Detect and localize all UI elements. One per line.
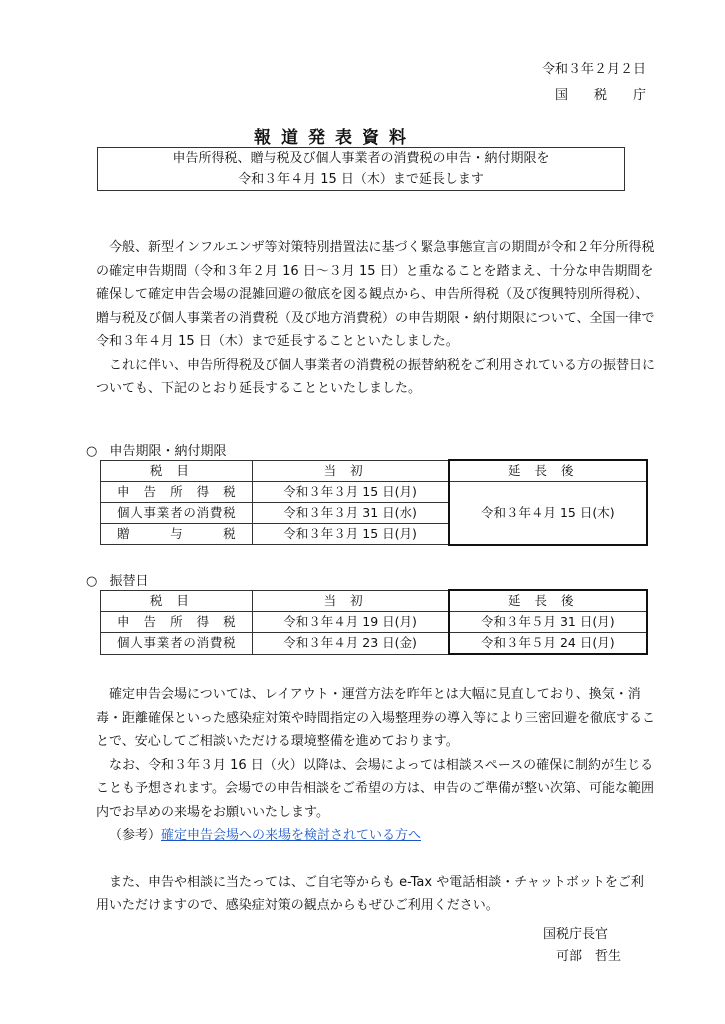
col-header-extended: 延長後 xyxy=(449,460,647,482)
col-header-original: 当初 xyxy=(252,590,448,612)
table-row-tax: 申告所得税 xyxy=(101,612,253,633)
agency-name: 国 税 庁 xyxy=(554,88,646,103)
body-section xyxy=(96,683,656,918)
reference-label: （参考） xyxy=(109,828,162,843)
col-header-tax: 税目 xyxy=(101,590,253,612)
reference-link[interactable]: 確定申告会場への来場を検討されている方へ xyxy=(161,828,422,843)
table-row-tax: 申告所得税 xyxy=(101,482,253,503)
circle-bullet-icon: ○ xyxy=(86,444,98,459)
signature-title: 国税庁長官 xyxy=(543,927,609,942)
table-row-extended: 令和３年５月 24 日(月) xyxy=(449,633,647,655)
section1-heading-text: 申告期限・納付期限 xyxy=(109,444,227,459)
table-row-original: 令和３年４月 23 日(金) xyxy=(252,633,448,655)
intro-paragraph-2: これに伴い、申告所得税及び個人事業者の消費税の振替納税をご利用されている方の振替日についても、下記のとおり延長することといたしました。 xyxy=(96,357,656,396)
circle-bullet-icon: ○ xyxy=(86,574,98,589)
table-row-original: 令和３年４月 19 日(月) xyxy=(252,612,448,633)
col-header-extended: 延長後 xyxy=(449,590,647,612)
table-row-tax: 個人事業者の消費税 xyxy=(101,633,253,655)
table-row-original: 令和３年３月 31 日(水) xyxy=(252,503,448,524)
table-row-extended: 令和３年５月 31 日(月) xyxy=(449,612,647,633)
section1-heading xyxy=(86,440,227,459)
section2-heading xyxy=(86,570,149,589)
extended-date-cell: 令和３年４月 15 日(木) xyxy=(449,482,647,545)
transfer-date-table xyxy=(100,589,648,655)
table-row-tax: 贈与税 xyxy=(101,524,253,545)
section2-heading-text: 振替日 xyxy=(109,574,149,589)
deadline-table xyxy=(100,459,648,546)
headline-line-1: 申告所得税、贈与税及び個人事業者の消費税の申告・納付期限を xyxy=(172,151,550,166)
col-header-original: 当初 xyxy=(252,460,448,482)
document-title: 報道発表資料 xyxy=(254,128,416,148)
headline-box xyxy=(97,147,625,191)
col-header-tax: 税目 xyxy=(101,460,253,482)
table-row-tax: 個人事業者の消費税 xyxy=(101,503,253,524)
reference-line xyxy=(96,824,656,848)
intro-section xyxy=(96,236,656,401)
release-date: 令和３年２月２日 xyxy=(541,62,646,77)
body-paragraph-venue: 確定申告会場については、レイアウト・運営方法を昨年とは大幅に見直しており、換気・消毒・距離確保といった感染症対策や時間指定の入場整理券の導入等により三密回避を徹底することで、安心してご相談いただける環境整備を進めております。 xyxy=(96,687,656,749)
body-paragraph-etax: また、申告や相談に当たっては、ご自宅等からも e-Tax や電話相談・チャットボットをご利用いただけますので、感染症対策の観点からもぜひご利用ください。 xyxy=(96,874,644,913)
signature-name: 可部 哲生 xyxy=(556,949,622,964)
body-paragraph-notice: なお、令和３年３月 16 日（火）以降は、会場によっては相談スペースの確保に制約が生じることも予想されます。会場での申告相談をご希望の方は、申告のご準備が整い次第、可能な範囲内でお早めの来場をお願いいたします。 xyxy=(96,757,654,820)
table-row-original: 令和３年３月 15 日(月) xyxy=(252,524,448,545)
headline-line-2: 令和３年４月 15 日（木）まで延長します xyxy=(238,172,484,187)
intro-paragraph-1: 今般、新型インフルエンザ等対策特別措置法に基づく緊急事態宣言の期間が令和２年分所得税の確定申告期間（令和３年２月 16 日～３月 15 日）と重なることを踏まえ、十分な申告期間を確保して確定申告会場の混雑回避の徹底を図る観点から、申告所得税（及び復興特別所得税）、贈与税及び個人事業者の消費税（及び地方消費税）の申告期限・納付期限について、全国一律で令和３年４月 15 日（木）まで延長することといたしました。 xyxy=(96,240,655,349)
table-row-original: 令和３年３月 15 日(月) xyxy=(252,482,448,503)
